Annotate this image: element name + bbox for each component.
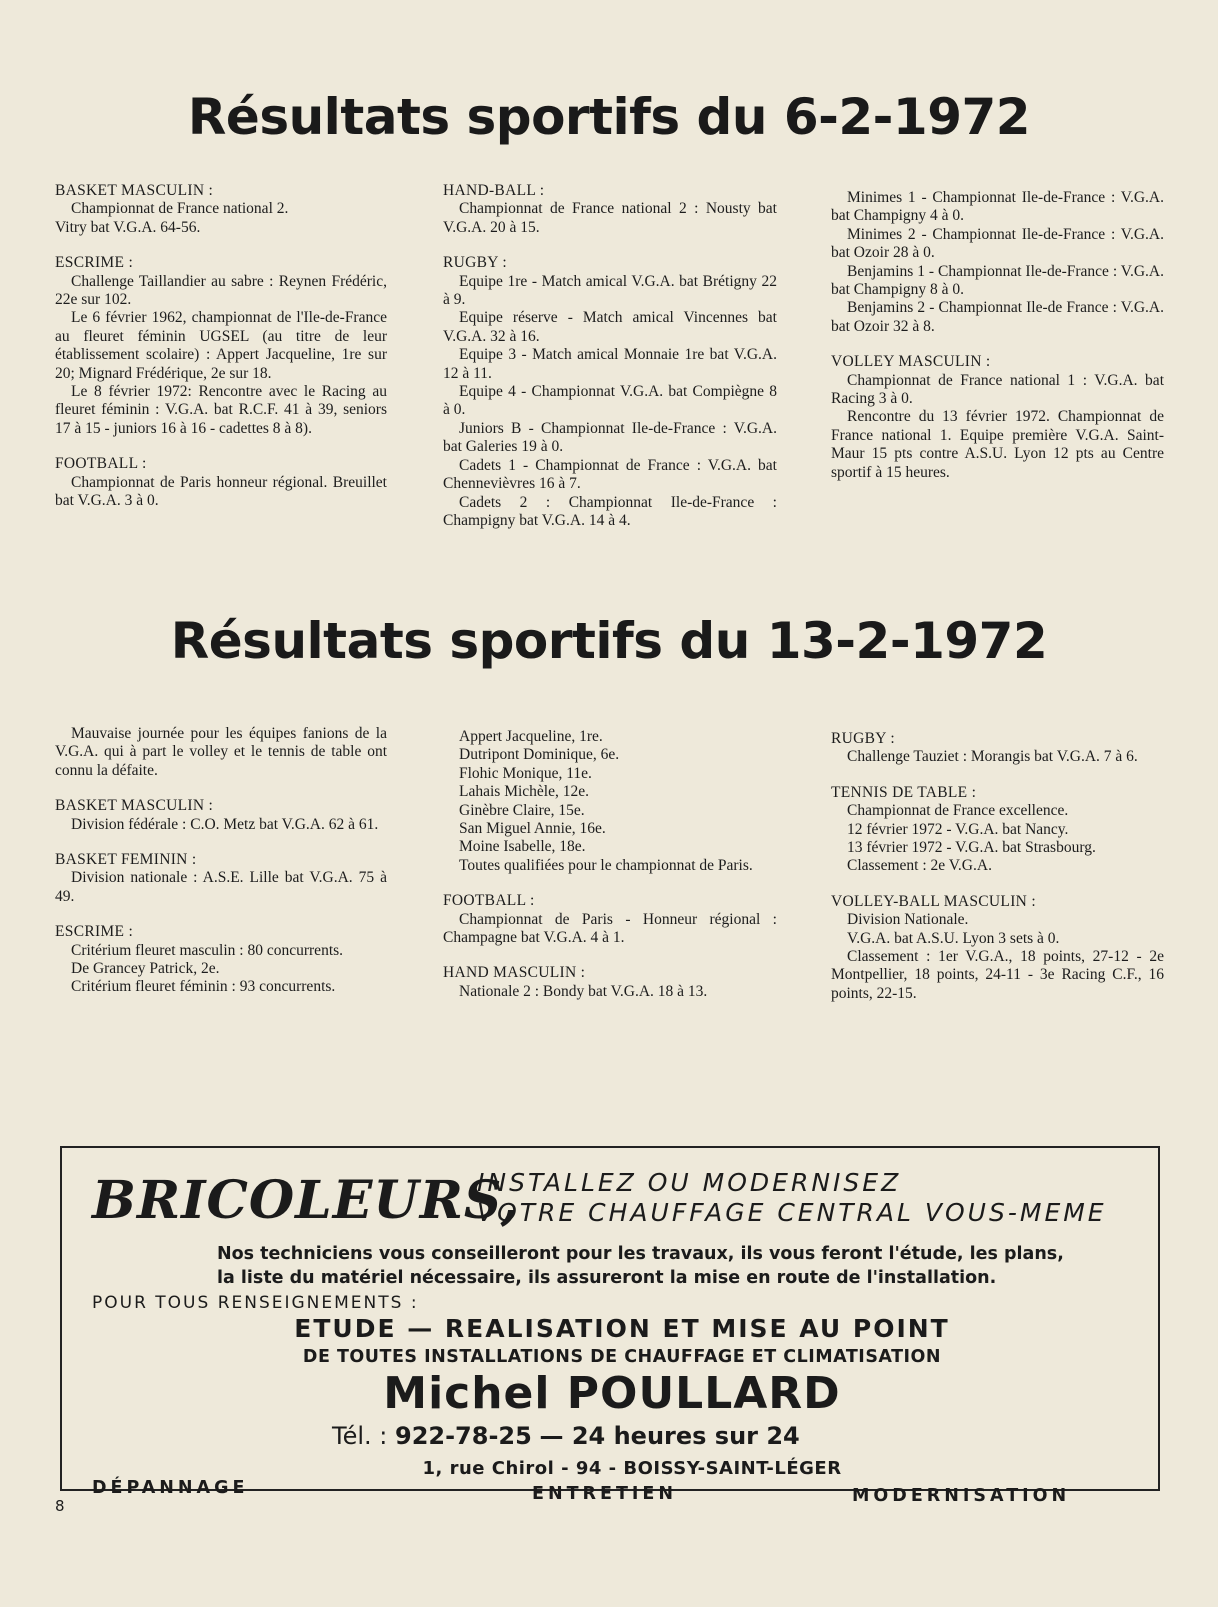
result-paragraph: Championnat de France national 2.: [71, 200, 289, 218]
result-paragraph: 12 février 1972 - V.G.A. bat Nancy.: [847, 820, 1069, 838]
result-paragraph: Cadets 2 : Championnat Ile-de-France : Champigny bat V.G.A. 14 à 4.: [443, 493, 777, 529]
section1-title: Résultats sportifs du 6-2-1972: [187, 88, 1031, 146]
ad-logo: BRICOLEURS,: [92, 1170, 520, 1231]
result-paragraph: Challenge Taillandier au sabre : Reynen Frédéric, 22e sur 102.: [55, 272, 387, 309]
result-paragraph: Rencontre du 13 février 1972. Championnat de France national 1. Equipe première V.G.A. Saint-Maur 15 pts contre A.S.U. Lyon 12 pts au Centre sportif à 15 heures.: [831, 408, 1164, 481]
ad-body-line-2: la liste du matériel nécessaire, ils assureront la mise en route de l'installation.: [217, 1268, 997, 1288]
section2-column-1: [55, 725, 387, 997]
ad-footer-entretien: ENTRETIEN: [532, 1484, 678, 1504]
result-paragraph: Minimes 1 - Championnat Ile-de-France : V.G.A. bat Champigny 4 à 0.: [831, 189, 1164, 225]
ad-tel-hours: — 24 heures sur 24: [539, 1422, 800, 1450]
result-paragraph: Championnat de Paris honneur régional. Breuillet bat V.G.A. 3 à 0.: [55, 473, 387, 510]
result-paragraph: San Miguel Annie, 16e.: [459, 820, 606, 838]
result-paragraph: Minimes 2 - Championnat Ile-de-France : V.G.A. bat Ozoir 28 à 0.: [831, 225, 1164, 262]
section-heading: RUGBY :: [831, 730, 895, 747]
section-heading: BASKET MASCULIN :: [55, 182, 214, 199]
result-paragraph: Vitry bat V.G.A. 64-56.: [55, 218, 201, 236]
result-paragraph: Championnat de France excellence.: [847, 802, 1069, 820]
ad-info-label: POUR TOUS RENSEIGNEMENTS :: [92, 1293, 419, 1313]
section-heading: HAND-BALL :: [443, 182, 545, 199]
result-paragraph: Equipe 3 - Match amical Monnaie 1re bat V.G.A. 12 à 11.: [443, 346, 777, 382]
result-paragraph: Equipe 4 - Championnat V.G.A. bat Compiègne 8 à 0.: [443, 383, 777, 419]
result-paragraph: Juniors B - Championnat Ile-de-France : V.G.A. bat Galeries 19 à 0.: [443, 419, 777, 456]
result-paragraph: Critérium fleuret masculin : 80 concurrents.: [71, 941, 344, 959]
result-paragraph: Benjamins 2 - Championnat Ile-de France : V.G.A. bat Ozoir 32 à 8.: [831, 299, 1164, 335]
section2-column-3: [831, 730, 1164, 1003]
result-paragraph: Ginèbre Claire, 15e.: [459, 801, 585, 819]
section2-column-2: [443, 728, 777, 1001]
ad-address: 1, rue Chirol - 94 - BOISSY-SAINT-LÉGER: [422, 1458, 842, 1479]
ad-scope-line: DE TOUTES INSTALLATIONS DE CHAUFFAGE ET CLIMATISATION: [302, 1347, 942, 1367]
ad-services-line: ETUDE — REALISATION ET MISE AU POINT: [294, 1314, 950, 1343]
result-paragraph: Critérium fleuret féminin : 93 concurrents.: [71, 978, 336, 996]
result-paragraph: Classement : 2e V.G.A.: [847, 857, 992, 875]
section-heading: FOOTBALL :: [443, 892, 535, 910]
result-paragraph: Lahais Michèle, 12e.: [459, 783, 589, 801]
ad-footer-depannage: DÉPANNAGE: [92, 1478, 249, 1498]
result-paragraph: Division nationale : A.S.E. Lille bat V.G.A. 75 à 49.: [55, 869, 387, 905]
ad-tel-number: 922-78-25: [395, 1422, 532, 1450]
result-paragraph: Benjamins 1 - Championnat Ile-de-France : V.G.A. bat Champigny 8 à 0.: [831, 262, 1164, 299]
result-paragraph: V.G.A. bat A.S.U. Lyon 3 sets à 0.: [847, 929, 1060, 947]
result-paragraph: Classement : 1er V.G.A., 18 points, 27-12 - 2e Montpellier, 18 points, 24-11 - 3e Racing C.F., 16 points, 22-15.: [831, 948, 1164, 1002]
ad-headline-1: INSTALLEZ OU MODERNISEZ: [477, 1168, 902, 1197]
heating-advertisement: [60, 1146, 1160, 1506]
section-heading: HAND MASCULIN :: [443, 964, 586, 982]
result-paragraph: Nationale 2 : Bondy bat V.G.A. 18 à 13.: [459, 982, 708, 1000]
result-paragraph: Flohic Monique, 11e.: [459, 764, 592, 782]
result-paragraph: Challenge Tauziet : Morangis bat V.G.A. 7 à 6.: [847, 748, 1138, 766]
section-heading: RUGBY :: [443, 254, 507, 272]
section2-title: Résultats sportifs du 13-2-1972: [170, 612, 1048, 670]
result-paragraph: Le 8 février 1972: Rencontre avec le Racing au fleuret féminin : V.G.A. bat R.C.F. 41 à 39, seniors 17 à 15 - juniors 16 à 16 - cadettes 8 à 8).: [55, 383, 387, 437]
ad-footer-modernisation: MODERNISATION: [852, 1486, 1071, 1506]
section-heading: ESCRIME :: [55, 923, 134, 941]
section-heading: FOOTBALL :: [55, 455, 147, 473]
ad-body-line-1: Nos techniciens vous conseilleront pour les travaux, ils vous feront l'étude, les plans,: [217, 1244, 1064, 1264]
page-number: 8: [55, 1497, 65, 1515]
section1-column-1: [55, 182, 387, 511]
section-heading: BASKET MASCULIN :: [55, 797, 214, 815]
result-paragraph: Championnat de France national 2 : Nousty bat V.G.A. 20 à 15.: [443, 200, 777, 236]
ad-company-name: Michel POULLARD: [383, 1368, 841, 1419]
section-heading: BASKET FEMININ :: [55, 851, 197, 869]
result-paragraph: Championnat de France national 1 : V.G.A. bat Racing 3 à 0.: [831, 371, 1164, 408]
section1-column-2: [443, 182, 777, 530]
result-paragraph: Cadets 1 - Championnat de France : V.G.A. bat Chennevièvres 16 à 7.: [443, 456, 777, 493]
section-heading: TENNIS DE TABLE :: [831, 783, 977, 801]
result-paragraph: Appert Jacqueline, 1re.: [459, 728, 603, 745]
section-heading: ESCRIME :: [55, 254, 134, 272]
result-paragraph: Championnat de Paris - Honneur régional : Champagne bat V.G.A. 4 à 1.: [443, 910, 777, 947]
result-paragraph: Division fédérale : C.O. Metz bat V.G.A. 62 à 61.: [71, 815, 379, 833]
result-paragraph: Mauvaise journée pour les équipes fanions de la V.G.A. qui à part le volley et le tennis de table ont connu la défaite.: [55, 725, 387, 779]
ad-tel-label: Tél. :: [332, 1422, 388, 1450]
result-paragraph: Dutripont Dominique, 6e.: [459, 746, 620, 764]
section-heading: VOLLEY-BALL MASCULIN :: [831, 892, 1036, 910]
result-paragraph: Equipe 1re - Match amical V.G.A. bat Brétigny 22 à 9.: [443, 272, 777, 309]
result-paragraph: Toutes qualifiées pour le championnat de Paris.: [459, 856, 753, 874]
ad-headline-2: VOTRE CHAUFFAGE CENTRAL VOUS-MEME: [477, 1198, 1107, 1227]
section-heading: VOLLEY MASCULIN :: [831, 353, 991, 371]
result-paragraph: De Grancey Patrick, 2e.: [71, 960, 220, 978]
section1-column-3: [831, 189, 1164, 482]
result-paragraph: Le 6 février 1962, championnat de l'Ile-de-France au fleuret féminin UGSEL (au titre de leur établissement scolaire) : Appert Jacqueline, 1re sur 20; Mignard Frédérique, 2e sur 18.: [55, 309, 387, 382]
result-paragraph: 13 février 1972 - V.G.A. bat Strasbourg.: [847, 839, 1096, 857]
ad-telephone: [332, 1422, 800, 1450]
result-paragraph: Equipe réserve - Match amical Vincennes bat V.G.A. 32 à 16.: [443, 309, 777, 345]
result-paragraph: Division Nationale.: [847, 911, 969, 929]
result-paragraph: Moine Isabelle, 18e.: [459, 838, 586, 856]
